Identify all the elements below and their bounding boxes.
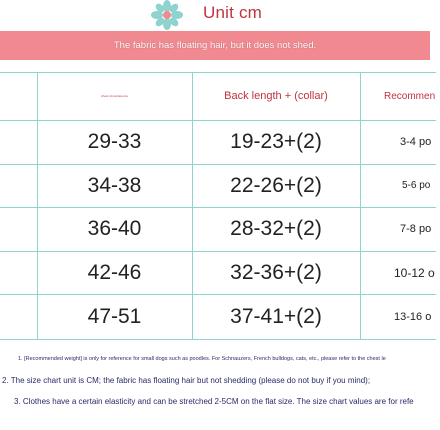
chest-cell: 42-46 xyxy=(87,260,142,284)
header xyxy=(0,0,430,30)
header-recommended: Recommen xyxy=(384,90,436,102)
header-chest: chest circumference xyxy=(101,94,128,98)
chest-cell: 47-51 xyxy=(87,304,142,328)
header-back-length: Back length + (collar) xyxy=(224,90,328,102)
note-2: 2. The size chart unit is CM; the fabric has floating hair but not shedding (please do not buy if you mind); xyxy=(2,376,371,385)
unit-title: Unit cm xyxy=(203,3,263,22)
banner-text: The fabric has floating hair, but it does not shed. xyxy=(113,40,317,51)
recommended-cell: 10-12 o xyxy=(394,265,435,280)
recommended-cell: 5-6 po xyxy=(402,180,431,191)
chest-cell: 29-33 xyxy=(87,130,142,153)
chest-cell: 34-38 xyxy=(87,173,142,197)
back-length-cell: 37-41+(2) xyxy=(230,304,322,328)
recommended-cell: 13-16 o xyxy=(394,310,432,323)
back-length-cell: 22-26+(2) xyxy=(230,173,322,197)
info-banner xyxy=(0,31,430,60)
recommended-cell: 7-8 po xyxy=(400,223,432,235)
chest-cell: 36-40 xyxy=(87,217,142,240)
note-1: 1. [Recommended weight] is only for reference for small dogs such as poodles. For Schnauzers, French bulldogs, cats, etc., please refer to the chest le xyxy=(18,356,386,362)
back-length-cell: 28-32+(2) xyxy=(230,217,322,240)
flower-icon xyxy=(150,0,184,30)
recommended-cell: 3-4 po xyxy=(400,136,432,148)
back-length-cell: 32-36+(2) xyxy=(230,260,322,284)
note-3: 3. Clothes have a certain elasticity and can be stretched 2-5CM on the flat size. The size chart values are for refe xyxy=(14,397,414,406)
back-length-cell: 19-23+(2) xyxy=(230,130,322,153)
